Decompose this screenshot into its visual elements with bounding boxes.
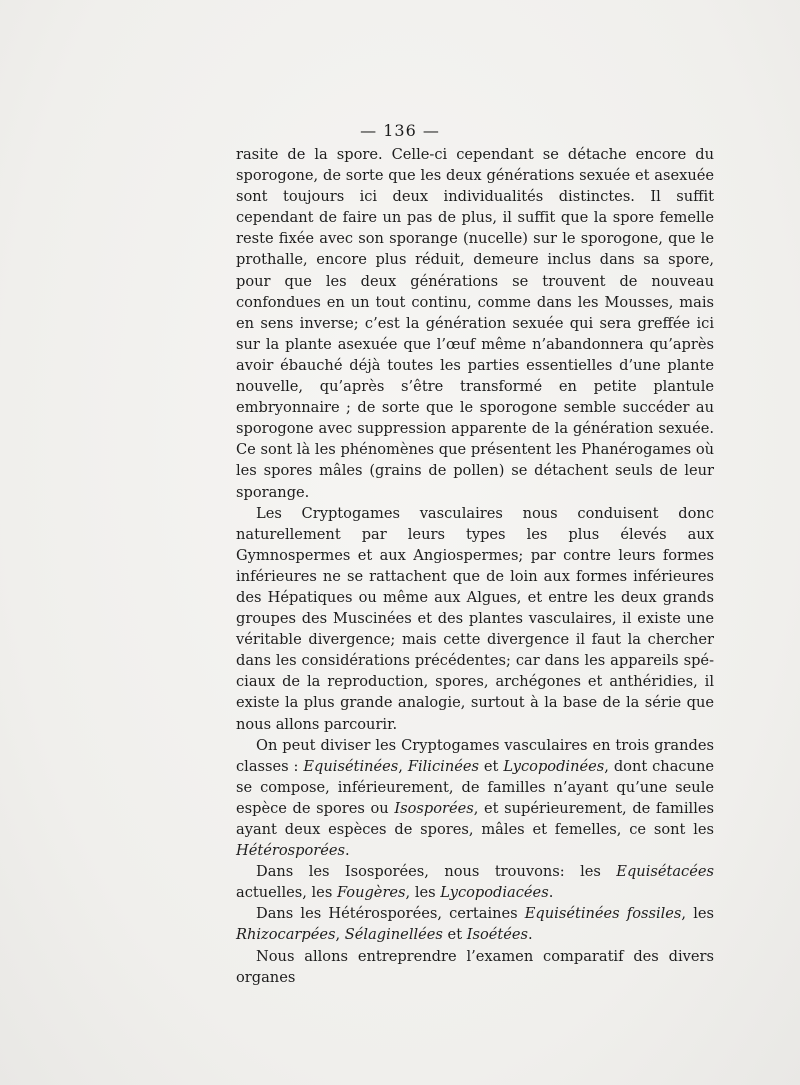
text-run: , xyxy=(335,926,345,944)
text-run: . xyxy=(548,884,554,902)
italic-term: Filicinées xyxy=(407,757,479,775)
text-run: actuelles, les xyxy=(236,884,337,902)
italic-term: Hétérosporées xyxy=(236,842,345,860)
text-run: Dans les Hétérosporées, certaines xyxy=(256,905,525,923)
italic-term: Sélaginellées xyxy=(344,926,443,944)
text-run: , les xyxy=(405,884,441,902)
text-run: , et supérieurement, de familles ayant deux espèces de spores, mâles et femelles, ce sont les xyxy=(236,799,715,838)
text-run: et xyxy=(478,757,504,775)
italic-term: Lycopodinées xyxy=(503,757,605,775)
text-run: . xyxy=(528,926,533,944)
text-run: , dont chacune se compose, inférieurement, de familles n’ayant qu’une seule espèce de spores ou xyxy=(236,757,714,817)
italic-term: Equisétinées fossiles xyxy=(524,905,682,923)
text-run: , xyxy=(398,757,408,775)
italic-term: Rhizocarpées xyxy=(236,926,336,944)
italic-term: Isosporées xyxy=(394,799,474,817)
paragraph xyxy=(236,946,714,988)
text-run: Dans les Isosporées, nous trouvons: les xyxy=(256,863,617,881)
italic-term: Equisétinées xyxy=(303,757,399,775)
paragraph xyxy=(236,903,714,945)
italic-term: Fougères xyxy=(336,884,406,902)
italic-term: Lycopodiacées xyxy=(440,884,549,902)
text-run: Nous allons entreprendre l’examen comparatif des divers organes xyxy=(236,947,714,986)
paragraph xyxy=(236,861,714,903)
text-run: Les Cryptogames vasculaires nous conduisent donc naturellement par leurs types les plus élevés aux Gymnospermes et aux Angiospermes; par contre leurs formes inférieures ne se rattachent que de loin aux formes inférieures des Hépatiques ou même aux Algues, et entre les deux grands groupes des Muscinées et des plantes vasculaires, il existe une véritable divergence; mais cette divergence il faut la chercher dans les considérations précédentes; car dans les appareils spéciaux de la reproduction, spores, archégones et anthéridies, il existe la plus grande analogie, surtout à la base de la série que nous allons parcourir. xyxy=(236,504,714,733)
text-run: On peut diviser les Cryptogames vasculaires en trois grandes classes : xyxy=(236,736,714,775)
text-run: et xyxy=(442,926,467,944)
paragraph xyxy=(236,144,714,503)
page-number: — 136 — xyxy=(360,121,440,140)
paragraph xyxy=(236,503,714,735)
text-run: , les xyxy=(681,905,714,923)
italic-term: Isoétées xyxy=(466,926,529,944)
text-run: . xyxy=(344,842,350,860)
paragraph xyxy=(236,735,714,862)
text-run: rasite de la spore. Celle-ci cependant se détache encore du sporogone, de sorte que les deux générations sexuée et asexuée sont toujours ici deux individualités distinctes. Il suffit cependant de faire un pas de plus, il suffit que la spore femelle reste fixée avec son sporange (nucelle) sur le sporogone, que le prothalle, encore plus réduit, demeure inclus dans sa spore, pour que les deux générations se trouvent de nouveau confondues en un tout continu, comme dans les Mousses, mais en sens inverse; c’est la génération sexuée qui sera greffée ici sur la plante asexuée que l’œuf même n’abandonnera qu’après avoir ébauché déjà toutes les parties essentielles d’une plante nouvelle, qu’après s’être transformé en petite plantule embryonnaire ; de sorte que le sporogone semble succéder au sporogone avec suppression apparente de la génération sexuée. Ce sont là les phénomènes que présentent les Phanérogames où les spores mâles (grains de pollen) se détachent seuls de leur sporange. xyxy=(236,146,714,501)
body-text xyxy=(236,144,714,988)
italic-term: Equisétacées xyxy=(616,863,714,881)
